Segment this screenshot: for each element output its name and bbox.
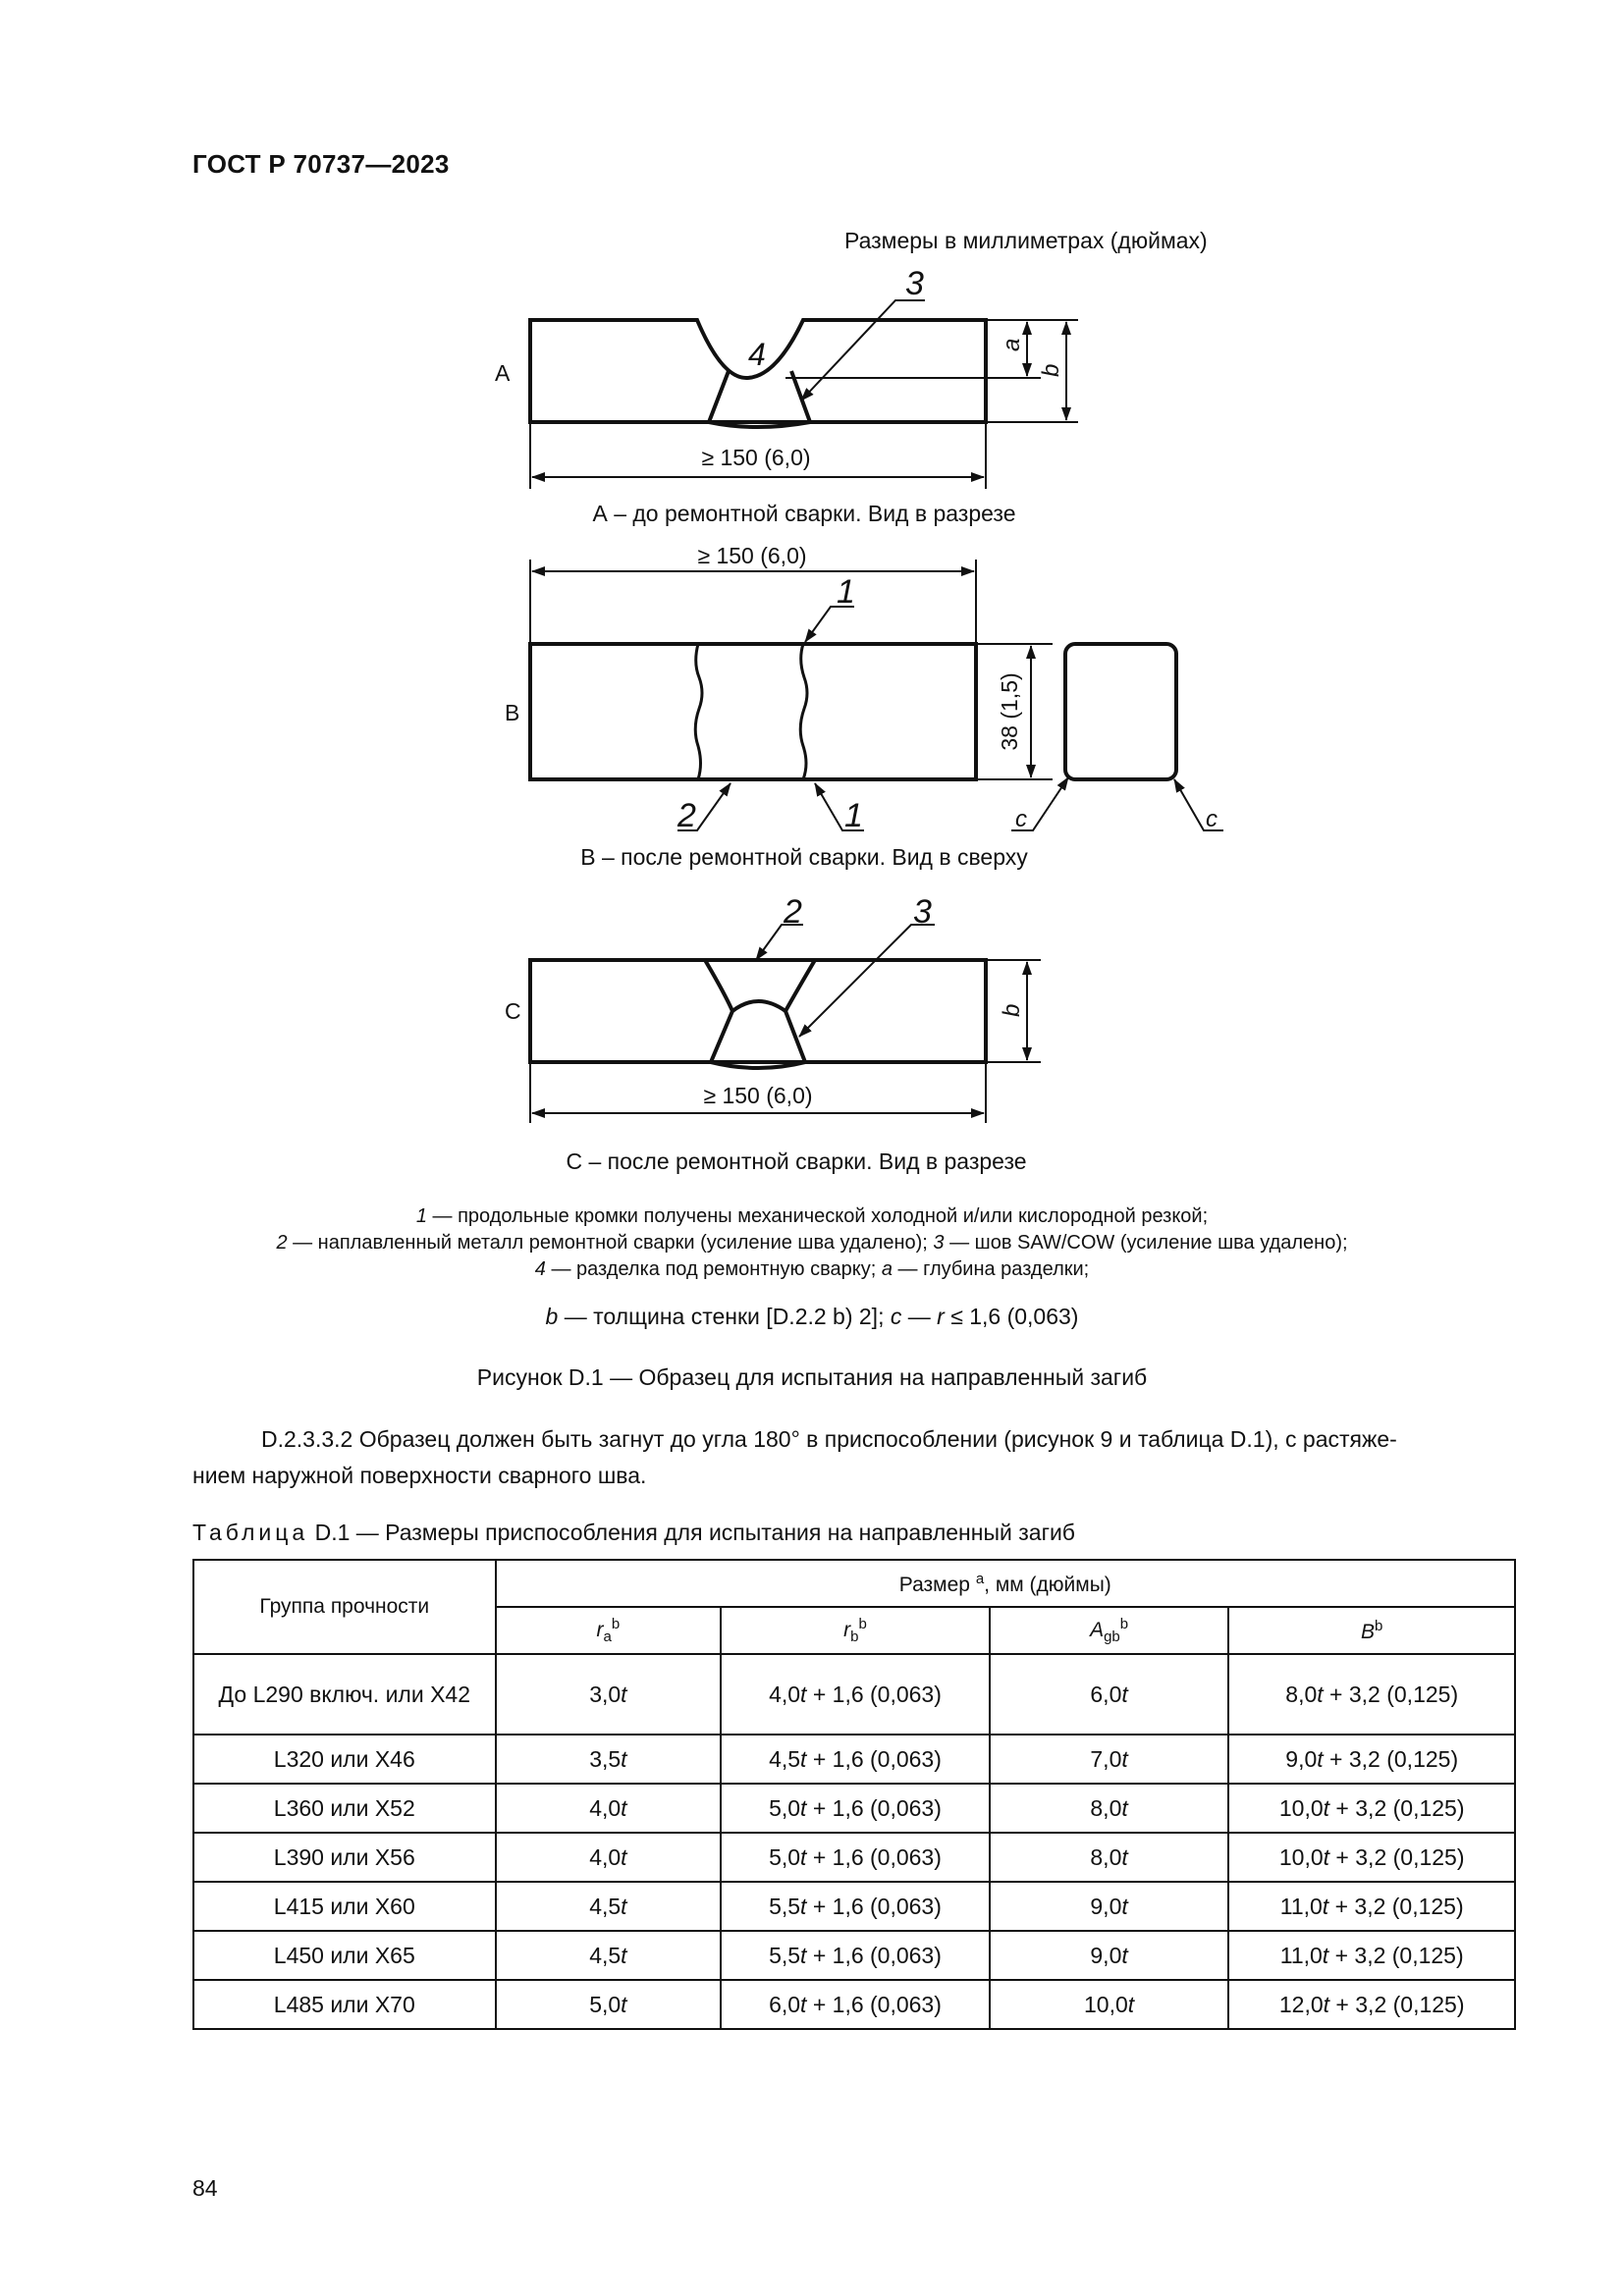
view-a-callout-3-leader: [801, 300, 925, 400]
cell-rb: 5,5t + 1,6 (0,063): [721, 1882, 990, 1931]
cell-B: 10,0t + 3,2 (0,125): [1228, 1784, 1515, 1833]
table-row: [193, 1931, 1515, 1980]
cell-rb: 5,0t + 1,6 (0,063): [721, 1784, 990, 1833]
view-b-callout-2: 2: [677, 797, 696, 834]
view-b-repair-weld-edge: [695, 644, 702, 779]
cell-B: 10,0t + 3,2 (0,125): [1228, 1833, 1515, 1882]
cell-group: L485 или X70: [193, 1980, 496, 2029]
cell-ra: 5,0t: [496, 1980, 722, 2029]
header-strength-group: Группа прочности: [193, 1560, 496, 1654]
cell-group: L415 или X60: [193, 1882, 496, 1931]
view-b-label: B: [505, 700, 520, 725]
cell-rb: 5,5t + 1,6 (0,063): [721, 1931, 990, 1980]
cell-group: L320 или X46: [193, 1735, 496, 1784]
view-b-callout-c-right: c: [1206, 806, 1218, 832]
cell-group: До L290 включ. или X42: [193, 1654, 496, 1735]
legend-line-2: 2 — наплавленный металл ремонтной сварки (усиление шва удалено); 3 — шов SAW/COW (усиление шва удалено);: [276, 1232, 1348, 1254]
cell-agb: 6,0t: [990, 1654, 1229, 1735]
view-b-callout-1-top-leader: [805, 607, 854, 642]
view-a-caption: А – до ремонтной сварки. Вид в разрезе: [592, 501, 1016, 526]
page-number: 84: [192, 2175, 218, 2201]
cell-rb: 4,5t + 1,6 (0,063): [721, 1735, 990, 1784]
header-agb: $A_{gb}^b$: [990, 1607, 1229, 1654]
legend-line-3: 4 — разделка под ремонтную сварку; a — глубина разделки;: [534, 1258, 1090, 1280]
dimensions-note: Размеры в миллиметрах (дюймах): [844, 228, 1208, 253]
cell-rb: 5,0t + 1,6 (0,063): [721, 1833, 990, 1882]
cell-agb: 9,0t: [990, 1882, 1229, 1931]
figure-title: Рисунок D.1 — Образец для испытания на направленный загиб: [476, 1364, 1148, 1390]
table-row: [193, 1735, 1515, 1784]
view-c-saw-weld: [711, 1001, 805, 1068]
cell-B: 12,0t + 3,2 (0,125): [1228, 1980, 1515, 2029]
view-a-dim-b-label: b: [1038, 363, 1064, 377]
cell-agb: 8,0t: [990, 1784, 1229, 1833]
table-row: [193, 1833, 1515, 1882]
cell-agb: 9,0t: [990, 1931, 1229, 1980]
table-row: [193, 1654, 1515, 1735]
header-size: Размер $^a$, мм (дюймы): [496, 1560, 1515, 1607]
view-c-specimen-outline: [530, 960, 986, 1062]
cell-agb: 10,0t: [990, 1980, 1229, 2029]
jig-dimensions-table: [192, 1559, 1516, 2030]
view-b: [530, 560, 1223, 830]
cell-ra: 4,5t: [496, 1931, 722, 1980]
view-b-callout-1-top: 1: [837, 573, 855, 611]
header-B: $B^b$: [1228, 1607, 1515, 1654]
cell-rb: 6,0t + 1,6 (0,063): [721, 1980, 990, 2029]
view-b-length-label: ≥ 150 (6,0): [697, 543, 807, 568]
cell-B: 8,0t + 3,2 (0,125): [1228, 1654, 1515, 1735]
table-caption: Таблица D.1 — Размеры приспособления для испытания на направленный загиб: [192, 1520, 1075, 1545]
view-b-width-label: 38 (1,5): [997, 672, 1022, 751]
cell-ra: 4,5t: [496, 1882, 722, 1931]
view-b-cross-section: [1065, 644, 1176, 779]
table-row: [193, 1980, 1515, 2029]
cell-agb: 7,0t: [990, 1735, 1229, 1784]
figure-legend: [0, 1203, 1624, 1283]
view-a-label: A: [495, 360, 511, 386]
cell-group: L450 или X65: [193, 1931, 496, 1980]
cell-group: L360 или X52: [193, 1784, 496, 1833]
cell-B: 11,0t + 3,2 (0,125): [1228, 1931, 1515, 1980]
cell-ra: 4,0t: [496, 1833, 722, 1882]
document-header: ГОСТ Р 70737—2023: [192, 149, 450, 179]
view-a-callout-4: 4: [748, 337, 766, 372]
view-c-callout-3: 3: [913, 893, 932, 931]
cell-ra: 3,5t: [496, 1735, 722, 1784]
view-b-plan-outline: [530, 644, 976, 779]
legend-line-4: b — толщина стенки [D.2.2 b) 2]; c — r ≤ 1,6 (0,063): [545, 1304, 1079, 1329]
view-a-length-label: ≥ 150 (6,0): [701, 445, 811, 470]
view-a-dim-a-label: a: [999, 338, 1025, 351]
view-c-label: C: [505, 998, 521, 1024]
view-c-length-label: ≥ 150 (6,0): [703, 1083, 813, 1108]
cell-B: 11,0t + 3,2 (0,125): [1228, 1882, 1515, 1931]
view-a-saw-weld: [709, 371, 810, 427]
view-c-caption: С – после ремонтной сварки. Вид в разрезе: [566, 1148, 1027, 1174]
view-c-callout-2: 2: [784, 893, 802, 931]
header-rb: $r_b^b$: [721, 1607, 990, 1654]
legend-line-1: 1 — продольные кромки получены механической холодной и/или кислородной резкой;: [415, 1205, 1209, 1227]
table-row: [193, 1784, 1515, 1833]
view-c-callout-3-leader: [799, 925, 935, 1037]
cell-rb: 4,0t + 1,6 (0,063): [721, 1654, 990, 1735]
cell-ra: 4,0t: [496, 1784, 722, 1833]
view-b-caption: В – после ремонтной сварки. Вид в сверху: [580, 844, 1028, 870]
cell-agb: 8,0t: [990, 1833, 1229, 1882]
header-ra: $r_a^b$: [496, 1607, 722, 1654]
view-b-callout-1-bottom: 1: [844, 797, 863, 834]
view-a-callout-3: 3: [905, 265, 924, 302]
view-b-callout-c-left: c: [1015, 806, 1027, 832]
view-b-saw-weld-edge: [800, 644, 807, 779]
view-c-repair-weld: [705, 960, 815, 1011]
paragraph-d2332: D.2.3.3.2 Образец должен быть загнут до угла 180° в приспособлении (рисунок 9 и таблица D.1), с растяже- нием наружной поверхности сварного шва.: [192, 1426, 1397, 1488]
cell-B: 9,0t + 3,2 (0,125): [1228, 1735, 1515, 1784]
cell-ra: 3,0t: [496, 1654, 722, 1735]
view-c-dim-b-label: b: [999, 1003, 1025, 1017]
table-row: [193, 1882, 1515, 1931]
cell-group: L390 или X56: [193, 1833, 496, 1882]
